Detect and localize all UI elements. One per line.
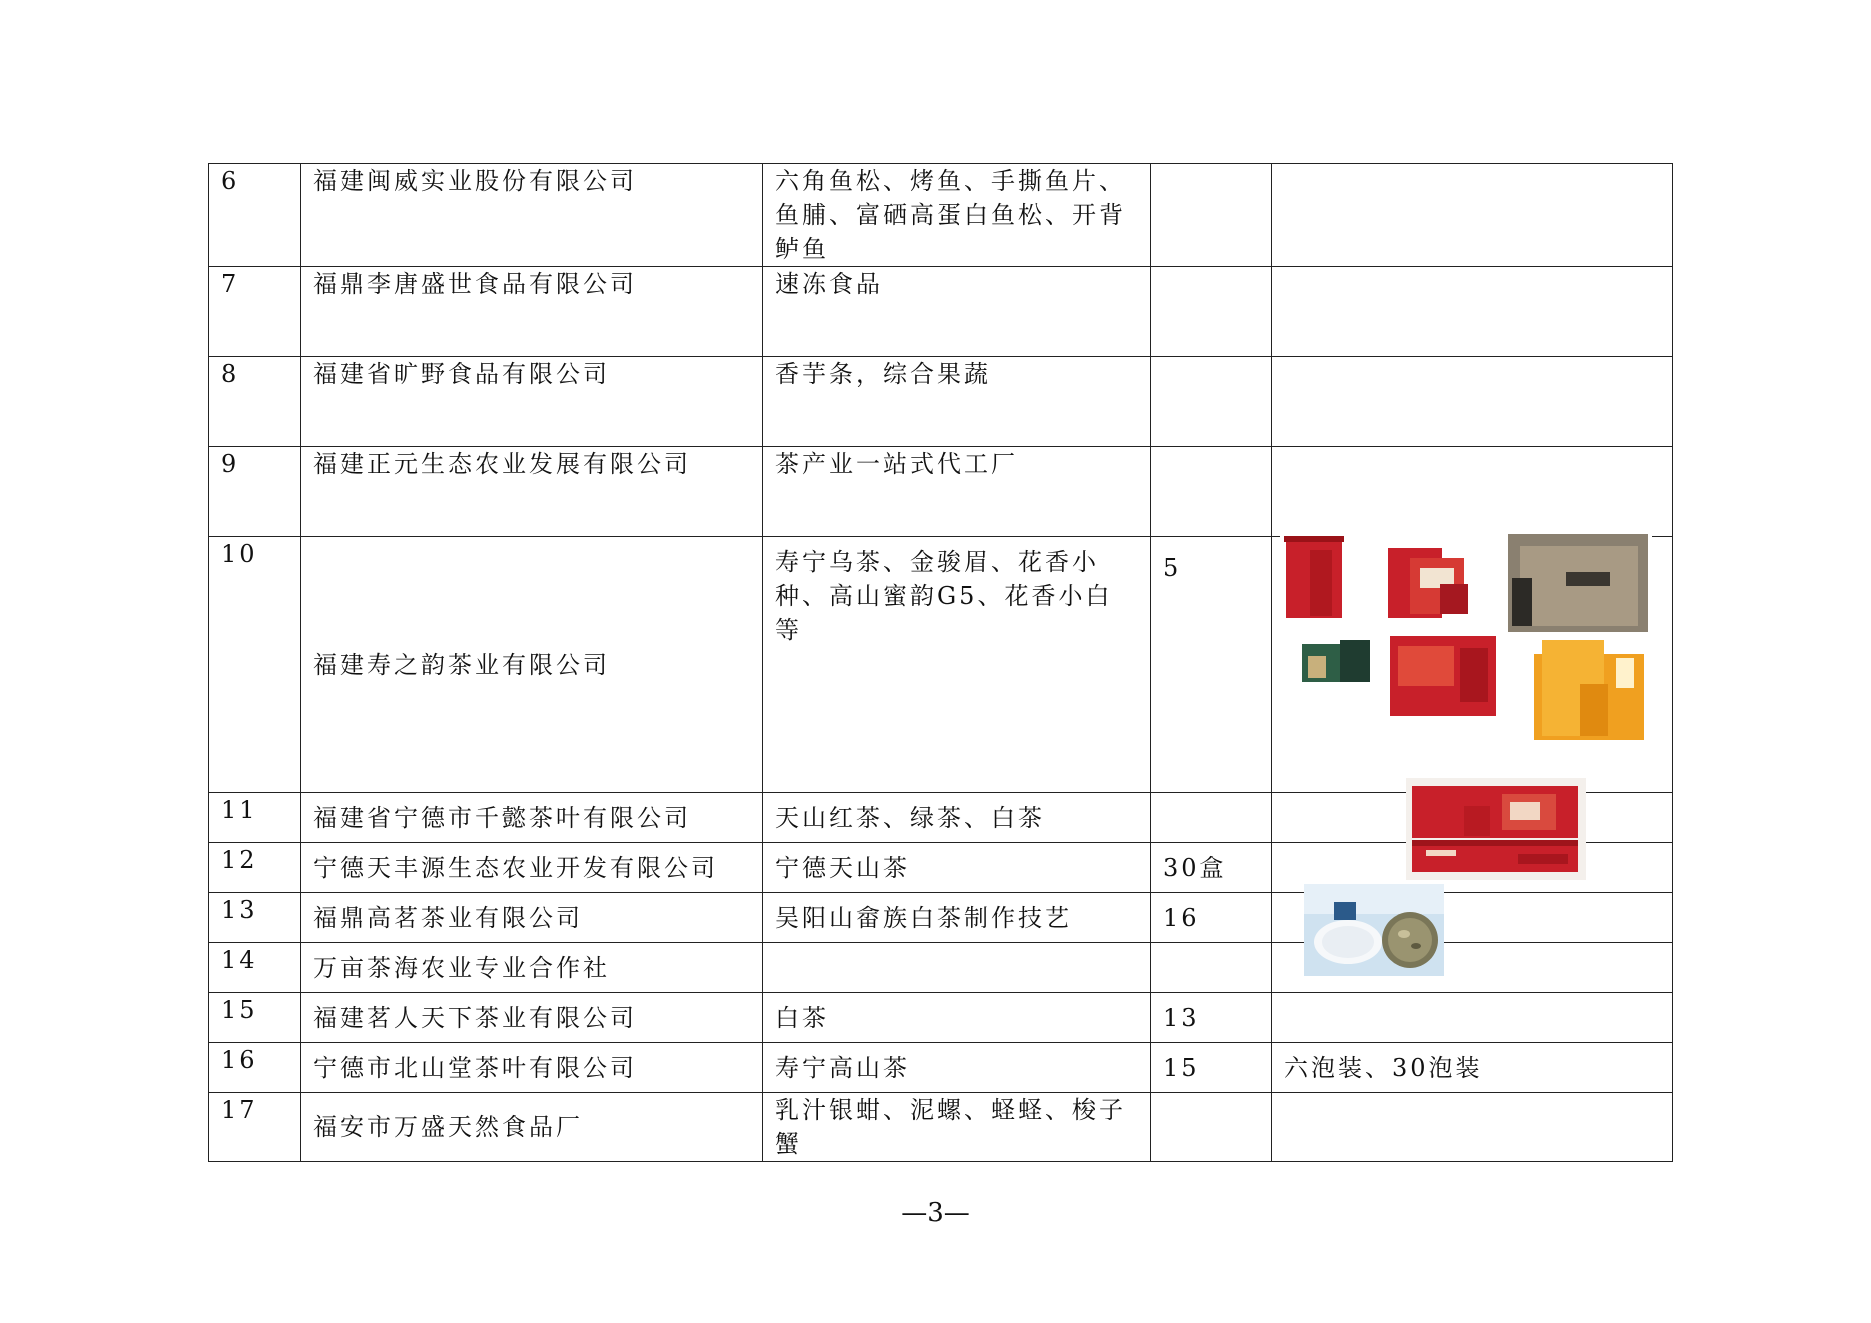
quantity: 15 <box>1151 1043 1272 1093</box>
table-row <box>209 164 1673 267</box>
product-name: 寿宁高山茶 <box>763 1043 1151 1093</box>
table-row <box>209 1043 1673 1093</box>
company-name: 宁德天丰源生态农业开发有限公司 <box>301 843 763 893</box>
row-number: 12 <box>209 843 301 893</box>
quantity: 30盒 <box>1151 843 1272 893</box>
product-name: 吴阳山畲族白茶制作技艺 <box>763 893 1151 943</box>
quantity <box>1151 793 1272 843</box>
row-number: 14 <box>209 943 301 993</box>
company-name: 福安市万盛天然食品厂 <box>301 1093 763 1162</box>
red-tea-box-image <box>1406 778 1586 880</box>
row-number: 8 <box>209 357 301 447</box>
table-row <box>209 357 1673 447</box>
product-name: 茶产业一站式代工厂 <box>763 447 1151 537</box>
tea-cake-illustration <box>1304 884 1444 976</box>
product-name: 六角鱼松、烤鱼、手撕鱼片、鱼脯、富硒高蛋白鱼松、开背鲈鱼 <box>763 164 1151 267</box>
row-number: 6 <box>209 164 301 267</box>
product-name: 乳汁银蚶、泥螺、蛏蛏、梭子蟹 <box>763 1093 1151 1162</box>
spec <box>1272 993 1673 1043</box>
table-row <box>209 943 1673 993</box>
product-name: 宁德天山茶 <box>763 843 1151 893</box>
company-name: 福建寿之韵茶业有限公司 <box>301 537 763 793</box>
quantity <box>1151 447 1272 537</box>
company-name: 福鼎高茗茶业有限公司 <box>301 893 763 943</box>
table-row <box>209 1093 1673 1162</box>
quantity <box>1151 943 1272 993</box>
quantity: 16 <box>1151 893 1272 943</box>
table-row <box>209 267 1673 357</box>
company-name: 福建闽威实业股份有限公司 <box>301 164 763 267</box>
quantity <box>1151 1093 1272 1162</box>
page-number: —3— <box>901 1198 970 1228</box>
product-name: 寿宁乌茶、金骏眉、花香小种、高山蜜韵G5、花香小白等 <box>763 537 1151 793</box>
table-row <box>209 447 1673 537</box>
company-name: 福建茗人天下茶业有限公司 <box>301 993 763 1043</box>
spec <box>1272 357 1673 447</box>
company-name: 万亩茶海农业专业合作社 <box>301 943 763 993</box>
product-name <box>763 943 1151 993</box>
quantity <box>1151 267 1272 357</box>
row-number: 10 <box>209 537 301 793</box>
red-tea-box-illustration <box>1406 778 1586 880</box>
tea-boxes-illustration <box>1280 528 1652 750</box>
company-name: 福建正元生态农业发展有限公司 <box>301 447 763 537</box>
table-row <box>209 993 1673 1043</box>
product-name: 香芋条，综合果蔬 <box>763 357 1151 447</box>
quantity: 5 <box>1151 537 1272 793</box>
quantity <box>1151 164 1272 267</box>
spec: 六泡装、30泡装 <box>1272 1043 1673 1093</box>
table-row <box>209 893 1673 943</box>
row-number: 17 <box>209 1093 301 1162</box>
spec <box>1272 164 1673 267</box>
white-tea-cake-image <box>1304 884 1444 976</box>
row-number: 15 <box>209 993 301 1043</box>
spec <box>1272 267 1673 357</box>
spec <box>1272 447 1673 537</box>
product-name: 速冻食品 <box>763 267 1151 357</box>
row-number: 7 <box>209 267 301 357</box>
row-number: 9 <box>209 447 301 537</box>
company-name: 福鼎李唐盛世食品有限公司 <box>301 267 763 357</box>
row-number: 13 <box>209 893 301 943</box>
row-number: 16 <box>209 1043 301 1093</box>
quantity <box>1151 357 1272 447</box>
company-name: 宁德市北山堂茶叶有限公司 <box>301 1043 763 1093</box>
product-name: 白茶 <box>763 993 1151 1043</box>
tea-gift-box-collage-image <box>1280 528 1652 750</box>
quantity: 13 <box>1151 993 1272 1043</box>
spec <box>1272 1093 1673 1162</box>
company-name: 福建省旷野食品有限公司 <box>301 357 763 447</box>
row-number: 11 <box>209 793 301 843</box>
product-name: 天山红茶、绿茶、白茶 <box>763 793 1151 843</box>
company-name: 福建省宁德市千懿茶叶有限公司 <box>301 793 763 843</box>
